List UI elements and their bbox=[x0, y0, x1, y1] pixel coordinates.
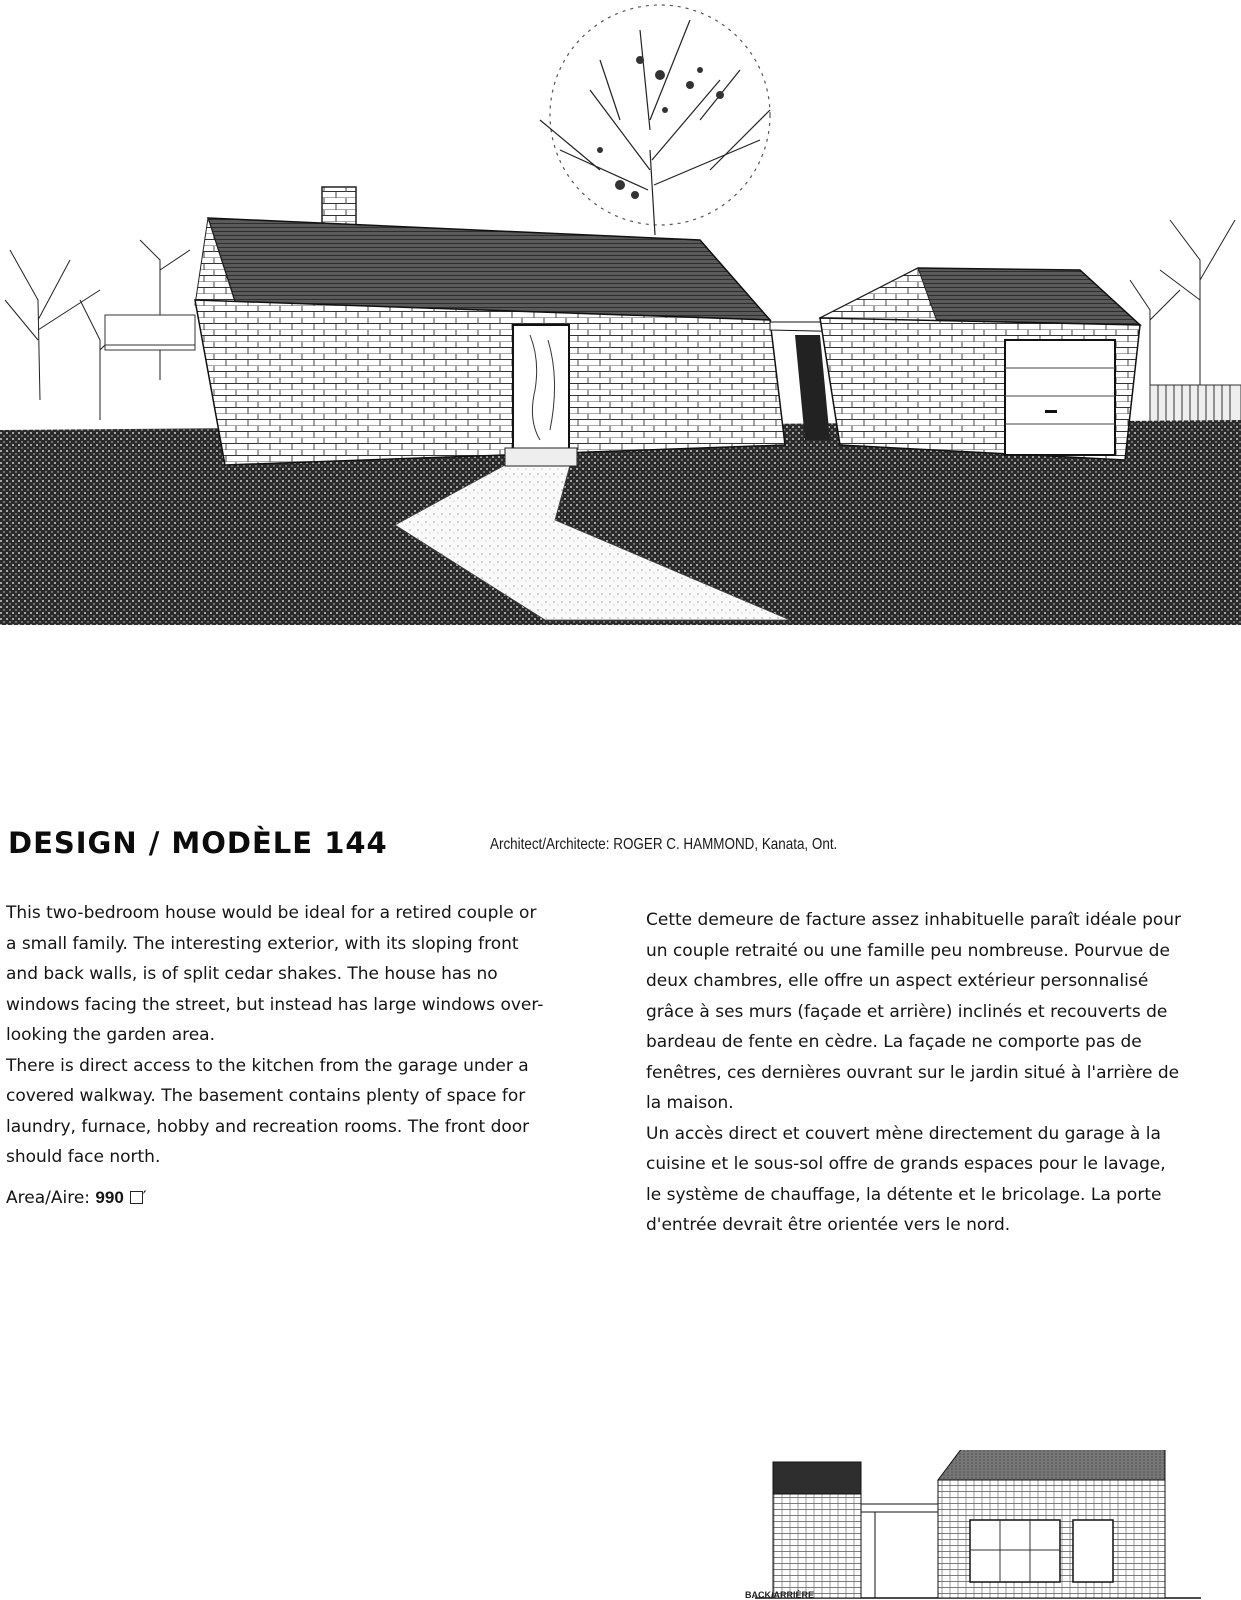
en-line: This two-bedroom house would be ideal for a retired couple or bbox=[6, 903, 537, 923]
french-description bbox=[646, 905, 1226, 1241]
back-elevation-drawing bbox=[755, 1450, 1201, 1600]
fr-line: fenêtres, ces dernières ouvrant sur le jardin situé à l'arrière de bbox=[646, 1062, 1180, 1083]
en-line: looking the garden area. bbox=[6, 1025, 216, 1045]
square-feet-box-icon bbox=[130, 1191, 143, 1204]
en-line: laundry, furnace, hobby and recreation rooms. The front door bbox=[6, 1116, 530, 1137]
en-line: a small family. The interesting exterior, with its sloping front bbox=[6, 933, 519, 954]
en-line: windows facing the street, but instead has large windows over- bbox=[6, 994, 544, 1015]
fr-line: le système de chauffage, la détente et le bricolage. La porte bbox=[646, 1184, 1162, 1205]
fr-line: Cette demeure de facture assez inhabituelle paraît idéale pour bbox=[646, 910, 1182, 930]
fr-line: grâce à ses murs (façade et arrière) inclinés et recouverts de bbox=[646, 1001, 1168, 1022]
main-house-walls bbox=[195, 300, 785, 465]
en-line: should face north. bbox=[6, 1147, 161, 1167]
fr-line: Un accès direct et couvert mène directement du garage à la bbox=[646, 1123, 1161, 1144]
front-door bbox=[513, 325, 569, 450]
garage-door bbox=[1005, 340, 1115, 455]
en-line: and back walls, is of split cedar shakes. The house has no bbox=[6, 964, 498, 984]
tree-illustration bbox=[540, 5, 770, 235]
house-perspective-illustration bbox=[0, 0, 1241, 640]
english-description bbox=[6, 898, 586, 1213]
fr-line: deux chambres, elle offre un aspect extérieur personnalisé bbox=[646, 971, 1149, 991]
fr-line: d'entrée devrait être orientée vers le nord. bbox=[646, 1215, 1011, 1235]
area-value: 990 bbox=[95, 1187, 124, 1207]
area-unit: ′ bbox=[142, 1187, 147, 1208]
tree-foliage bbox=[597, 56, 724, 199]
design-title: DESIGN / MODÈLE 144 bbox=[8, 826, 388, 860]
architect-credit: Architect/Architecte: ROGER C. HAMMOND, Kanata, Ont. bbox=[490, 836, 838, 853]
fr-line: un couple retraité ou une famille peu nombreuse. Pourvue de bbox=[646, 940, 1170, 961]
area-spec bbox=[6, 1183, 586, 1214]
fr-line: bardeau de fente en cèdre. La façade ne comporte pas de bbox=[646, 1032, 1142, 1052]
area-label: Area/Aire: bbox=[6, 1187, 91, 1208]
en-line: There is direct access to the kitchen from the garage under a bbox=[6, 1055, 529, 1076]
design-heading bbox=[8, 826, 1208, 866]
fr-line: cuisine et le sous-sol offre de grands espaces pour le lavage, bbox=[646, 1154, 1166, 1174]
fr-line: la maison. bbox=[646, 1093, 734, 1113]
back-elevation-label: BACK/ARRIÈRE bbox=[745, 1590, 815, 1600]
en-line: covered walkway. The basement contains plenty of space for bbox=[6, 1086, 526, 1106]
